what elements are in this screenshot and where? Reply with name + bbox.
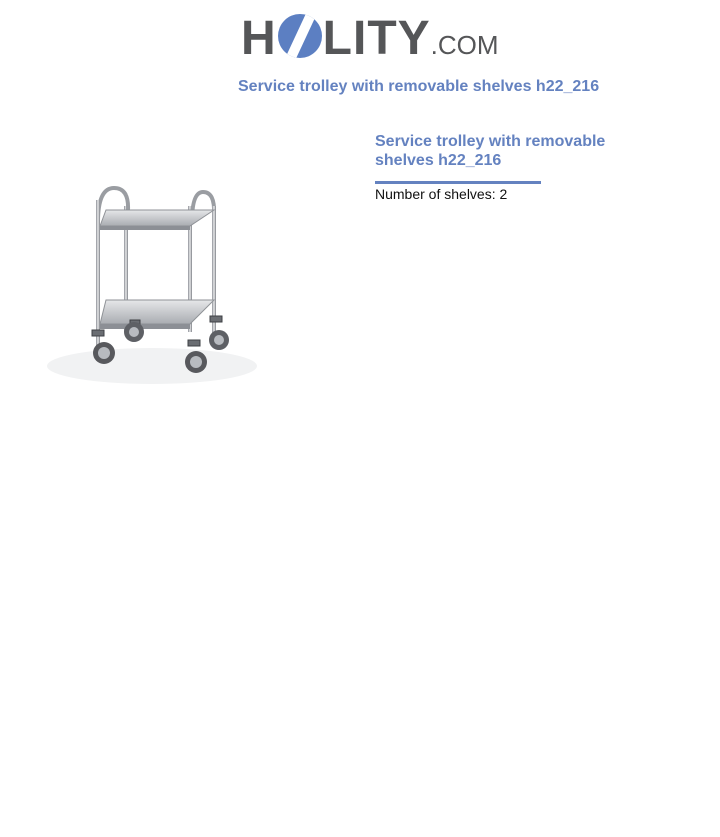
title-divider — [375, 181, 541, 184]
logo-letters-lity: LITY — [322, 12, 431, 65]
spec-number-of-shelves: Number of shelves: 2 — [375, 186, 508, 202]
holity-logo[interactable] — [241, 10, 499, 68]
document-title: Service trolley with removable shelves h22_216 — [238, 78, 600, 95]
logo-o-icon — [278, 14, 322, 58]
logo-letter-h: H — [241, 12, 277, 65]
service-trolley-image — [40, 180, 280, 402]
logo-wordmark — [241, 10, 499, 74]
product-title: Service trolley with removable shelves h22_216 — [375, 133, 606, 169]
logo-com: .COM — [430, 30, 499, 60]
